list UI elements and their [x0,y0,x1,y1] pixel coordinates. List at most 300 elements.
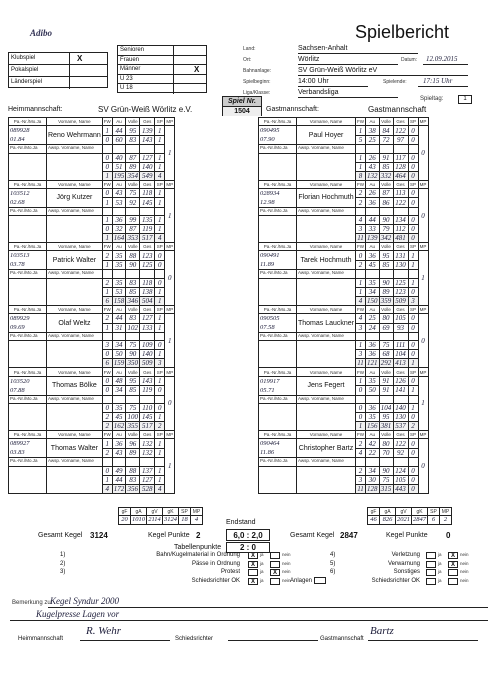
bahn-label: Bahnanlage: [243,68,272,74]
page-title: Spielbericht [355,22,450,42]
score-cell: 50 [112,350,126,359]
guest-sum-table [367,507,452,525]
sum-header: gA [131,508,147,516]
score-cell: 3 [356,350,366,359]
volle-header: Volle [379,118,393,126]
check-nein-box[interactable] [448,569,458,576]
score-cell-empty [393,395,408,403]
player-name: Tarek Hochmuth [297,251,356,270]
score-cell-empty [366,207,380,215]
score-cell: 0 [102,350,112,359]
total-cell: 1 [102,234,112,243]
score-cell-empty [393,145,408,153]
pass-header: Pa.-Nr./Mo.Ja [9,243,47,251]
score-cell: 34 [366,287,380,296]
score-cell: 36 [366,251,380,261]
sig-ref-label: Schiedsrichter [175,636,214,642]
mp-header: MP [166,119,174,125]
home-team-name: SV Grün-Weiß Wörlitz e.V. [98,105,193,114]
beginn-label: Spielbeginn: [243,79,271,85]
player-row [259,126,429,136]
score-cell-empty [379,458,393,466]
mp-header: MP [166,306,174,312]
score-cell: 2 [102,278,112,287]
score-cell: 0 [102,135,112,145]
total-cell: 342 [380,234,392,243]
total-cell: 6 [102,296,112,305]
score-cell: 34 [366,466,380,475]
total-cell: 528 [140,484,155,493]
total-cell: 11 [357,234,364,243]
birth-date: 11.89 [260,261,275,269]
score-cell: 145 [140,412,155,421]
score-cell: 2 [356,188,366,198]
score-cell: 85 [126,386,140,396]
sum-cell: 2847 [413,516,426,524]
sub-pass-empty [9,466,47,493]
score-cell: 72 [379,135,393,145]
score-cell: 44 [112,475,126,484]
sp-header: SP [156,306,163,312]
player-row [259,341,429,350]
score-cell: 145 [140,198,155,208]
total-cell: 121 [367,359,378,368]
score-cell: 1 [155,162,165,171]
player-name: Jens Fegert [297,376,356,395]
score-cell: 0 [102,188,112,198]
player-row [9,145,175,153]
score-cell: 35 [112,278,126,287]
score-cell: 1 [102,198,112,208]
score-cell-empty [102,395,112,403]
score-cell: 1 [102,126,112,136]
sub-name-cell: Awsp. Vorname, Name [297,458,356,466]
check-ja-label: ja [438,560,442,566]
tabellenpunkte-label: Tabellenpunkte [174,544,222,551]
game-type-mark[interactable]: X [77,54,83,63]
score-cell: 126 [393,376,408,386]
home-kegelpunkte: 2 [196,531,201,540]
score-cell: 0 [408,412,418,421]
player-header-row [259,368,429,376]
check-nein-box[interactable]: X [270,569,280,576]
score-cell-empty [393,333,408,341]
total-cell: 11 [357,484,364,493]
score-cell: 1 [155,439,165,449]
score-cell: 4 [356,216,366,225]
total-cell: 128 [367,484,378,493]
score-cell: 36 [366,350,380,359]
score-cell: 1 [155,153,165,162]
sum-header: SP [179,508,191,516]
player-row [259,153,429,162]
player-row [9,188,175,198]
home-team-label: Heimmannschaft: [8,106,63,113]
score-cell-empty [126,270,140,278]
sum-header: gV [396,508,412,516]
check-ja-box[interactable]: X [248,552,258,559]
score-cell-empty [112,333,126,341]
score-cell-empty [356,395,366,403]
score-cell: 22 [366,448,380,458]
score-cell: 43 [112,188,126,198]
score-cell: 32 [112,225,126,234]
score-cell: 3 [356,323,366,333]
score-cell: 2 [102,314,112,324]
score-cell: 36 [112,216,126,225]
fw-header: FW [357,432,365,438]
check-ja-box[interactable] [248,569,258,576]
check-nein-box[interactable] [270,578,280,585]
mp-header: MP [419,432,427,438]
player-name: Jörg Kutzer [47,188,103,207]
score-cell-empty [379,395,393,403]
ges-header: Ges [393,243,408,251]
score-cell: 75 [379,341,393,350]
player-header-row [9,305,175,313]
liga-value: Verbandsliga [298,89,339,96]
player-row [9,333,175,341]
score-cell: 3 [356,475,366,484]
fw-header: FW [357,369,365,375]
sub-name-empty [47,466,103,493]
players-grid [8,117,175,494]
score-cell-empty [102,207,112,215]
sum-cell: 3124 [164,516,177,524]
sp-header: SP [156,432,163,438]
score-cell-empty [366,333,380,341]
check-ja-box[interactable]: X [248,561,258,568]
score-cell: 53 [112,198,126,208]
score-cell: 139 [140,126,155,136]
score-cell-empty [366,145,380,153]
check-row [330,552,480,560]
score-cell: 0 [102,466,112,475]
score-cell: 1 [155,216,165,225]
ort-value: Wörlitz [298,56,320,63]
score-cell-empty [408,270,418,278]
score-cell: 4 [356,314,366,324]
score-cell-empty [155,395,165,403]
score-cell: 89 [126,162,140,171]
sum-header: gV [147,508,163,516]
check-ja-box[interactable] [426,578,436,585]
mp-header: MP [419,306,427,312]
score-cell: 133 [140,323,155,333]
sp-header: SP [410,181,417,187]
score-cell: 83 [126,135,140,145]
score-cell-empty [356,145,366,153]
check-ja-box[interactable] [426,561,436,568]
ges-header: Ges [140,368,155,376]
volle-header: Volle [126,430,140,438]
score-cell: 35 [366,412,380,421]
score-cell-empty [112,395,126,403]
total-cell: 315 [380,484,392,493]
sub-name-cell: Awsp. Vorname, Name [47,395,103,403]
pass-number: 103512 [10,189,30,197]
check-nein-label: nein [460,577,469,583]
sub-name-cell: Awsp. Vorname, Name [47,207,103,215]
score-cell: 79 [379,225,393,234]
pass-header: Pa.-Nr./Mo.Ja [259,305,297,313]
player-row [9,376,175,386]
sub-pass-empty [259,216,297,243]
score-cell: 85 [379,162,393,171]
check-number: 6) [330,569,336,575]
total-cell: 353 [127,234,139,243]
score-cell: 111 [393,341,408,350]
check-nein-box[interactable]: X [448,552,458,559]
score-cell-empty [102,333,112,341]
pass-number: 090505 [260,315,280,323]
mp-header: MP [166,369,174,375]
guest-players-table [258,117,429,494]
score-cell: 36 [366,403,380,412]
sum-header: gA [380,508,396,516]
au-header: Au [112,243,126,251]
score-cell: 1 [408,403,418,412]
total-cell: 6 [102,359,112,368]
land-value: Sachsen-Anhalt [298,45,348,52]
total-cell: 350 [127,359,139,368]
score-cell: 127 [140,153,155,162]
class-label: Frauen [120,56,140,63]
score-cell: 0 [408,126,418,136]
score-cell-empty [112,207,126,215]
birth-date: 09.69 [10,324,25,332]
total-cell: 4 [155,234,165,243]
sub-name-cell: Awsp. Vorname, Name [297,270,356,278]
check-ja-box[interactable] [426,552,436,559]
bahn-value: SV Grün-Weiß Wörlitz eV [298,67,378,74]
score-cell: 0 [408,475,418,484]
check-ja-label: ja [260,569,264,574]
sub-name-cell: Awsp. Vorname, Name [297,145,356,153]
score-cell-empty [140,207,155,215]
score-cell: 0 [408,314,418,324]
score-cell-empty [126,395,140,403]
player-row [259,403,429,412]
score-cell: 1 [356,278,366,287]
score-cell: 0 [155,341,165,350]
player-header-row [259,180,429,188]
score-cell-empty [140,333,155,341]
score-cell: 45 [112,412,126,421]
pass-number: 090491 [260,252,280,260]
score-cell: 143 [140,135,155,145]
total-cell: 504 [140,296,155,305]
name-header: Vorname, Name [297,430,356,438]
check-label: Schiedsrichter OK [191,577,240,584]
sum-header-row [368,508,452,516]
score-cell: 0 [408,287,418,296]
birth-date: 07.58 [260,324,275,332]
check-nein-box[interactable] [448,578,458,585]
pass-cell [259,251,297,270]
score-cell-empty [126,333,140,341]
ges-header: Ges [393,305,408,313]
score-cell: 1 [356,126,366,136]
total-cell: 549 [140,171,155,180]
score-cell: 31 [112,323,126,333]
sub-name-empty [297,216,356,243]
pass-header: Pa.-Nr./Mo.Ja [259,180,297,188]
score-cell: 5 [356,135,366,145]
score-cell: 95 [126,376,140,386]
pass-number: 090495 [260,127,280,135]
score-cell: 25 [366,314,380,324]
score-cell: 109 [140,341,155,350]
name-header: Vorname, Name [47,180,103,188]
score-cell: 100 [127,412,139,421]
sub-pass-empty [9,216,47,243]
score-cell: 1 [356,341,366,350]
score-cell-empty [379,207,393,215]
player-row [259,251,429,261]
score-cell: 75 [126,403,140,412]
mp-cell: 1 [165,314,175,368]
check-label: Sonstiges [393,569,420,575]
player-header-row [259,430,429,438]
sum-header: MP [440,508,452,516]
score-cell: 0 [102,153,112,162]
anlagen-box[interactable] [314,577,326,584]
check-ja-label: ja [438,569,442,574]
score-cell: 130 [393,260,408,270]
score-cell: 104 [393,350,408,359]
score-cell: 36 [366,198,380,208]
score-cell: 1 [155,287,165,296]
sum-row [368,516,452,524]
score-cell: 83 [126,475,140,484]
score-cell: 130 [393,412,408,421]
au-header: Au [112,305,126,313]
total-cell: 139 [367,234,378,243]
birth-date: 03.83 [10,449,25,457]
check-ja-box[interactable] [426,569,436,576]
class-label: Senioren [120,47,145,53]
player-row [9,207,175,215]
score-cell-empty [408,395,418,403]
score-cell: 40 [112,153,126,162]
sum-header: gF [368,508,380,516]
check-label: Pässe in Ordnung [191,560,240,567]
score-cell-empty [126,458,140,466]
sp-header: SP [156,369,163,375]
total-cell: 1 [408,359,418,368]
total-cell: 443 [393,484,408,493]
score-cell: 1 [155,135,165,145]
guest-kegelpunkte: 0 [446,531,451,540]
score-cell: 89 [126,448,140,458]
name-header: Vorname, Name [47,368,103,376]
score-cell: 44 [112,126,126,136]
class-row [118,46,206,56]
score-cell: 30 [366,475,380,484]
score-match: 6,0 : 2,0 [226,529,270,541]
sub-pass-cell: Pa.-Nr./Mo.Ja [9,395,47,403]
score-cell-empty [408,145,418,153]
sum-header: gK [163,508,179,516]
player-header-row [9,180,175,188]
player-row [259,458,429,466]
score-cell: 53 [112,287,126,296]
score-cell: 1 [155,466,165,475]
total-cell: 481 [393,234,408,243]
ges-header: Ges [140,305,155,313]
score-cell-empty [112,458,126,466]
pass-cell [9,188,47,207]
score-cell: 0 [408,439,418,449]
player-row [9,278,175,287]
score-cell: 0 [408,188,418,198]
sum-cell: 2021 [397,516,410,524]
score-cell: 34 [112,341,126,350]
score-cell-empty [140,145,155,153]
sub-pass-cell: Pa.-Nr./Mo.Ja [259,458,297,466]
check-nein-label: nein [282,552,291,557]
score-cell: 122 [393,198,408,208]
pass-header: Pa.-Nr./Mo.Ja [259,368,297,376]
check-nein-box[interactable]: X [448,561,458,568]
home-sum-table [118,507,203,525]
ges-header: Ges [393,180,408,188]
score-cell: 96 [126,439,140,449]
spieltag-label: Spieltag: [420,96,444,102]
score-cell: 75 [126,188,140,198]
check-ja-box[interactable]: X [248,578,258,585]
total-cell: 4 [102,484,112,493]
score-cell: 0 [408,350,418,359]
score-cell: 97 [393,135,408,145]
score-cell-empty [408,207,418,215]
check-nein-box[interactable] [270,561,280,568]
check-nein-box[interactable] [270,552,280,559]
game-type-label: Länderspiel [11,79,43,85]
score-cell: 45 [366,260,380,270]
game-number-box [222,96,262,116]
score-cell: 119 [140,225,155,234]
score-cell: 1 [155,475,165,484]
check-number: 4) [330,552,336,558]
name-header: Vorname, Name [47,243,103,251]
score-cell: 35 [366,376,380,386]
score-cell: 90 [126,350,140,359]
volle-header: Volle [379,305,393,313]
score-cell: 2 [356,260,366,270]
score-cell: 0 [155,251,165,261]
au-header: Au [366,430,380,438]
total-cell: 4 [155,171,165,180]
mp-header: MP [419,369,427,375]
score-cell: 89 [379,287,393,296]
score-cell: 69 [379,323,393,333]
score-cell-empty [155,270,165,278]
sp-header: SP [410,119,417,125]
score-cell: 110 [140,403,155,412]
total-cell: 346 [127,296,139,305]
score-cell: 1 [155,412,165,421]
total-cell: 2 [408,421,418,430]
score-cell: 1 [408,251,418,261]
score-cell: 138 [140,287,155,296]
check-number: 3) [60,569,66,575]
player-row [259,466,429,475]
fw-header: FW [357,306,365,312]
class-mark[interactable]: X [194,65,200,75]
score-cell: 1 [155,323,165,333]
